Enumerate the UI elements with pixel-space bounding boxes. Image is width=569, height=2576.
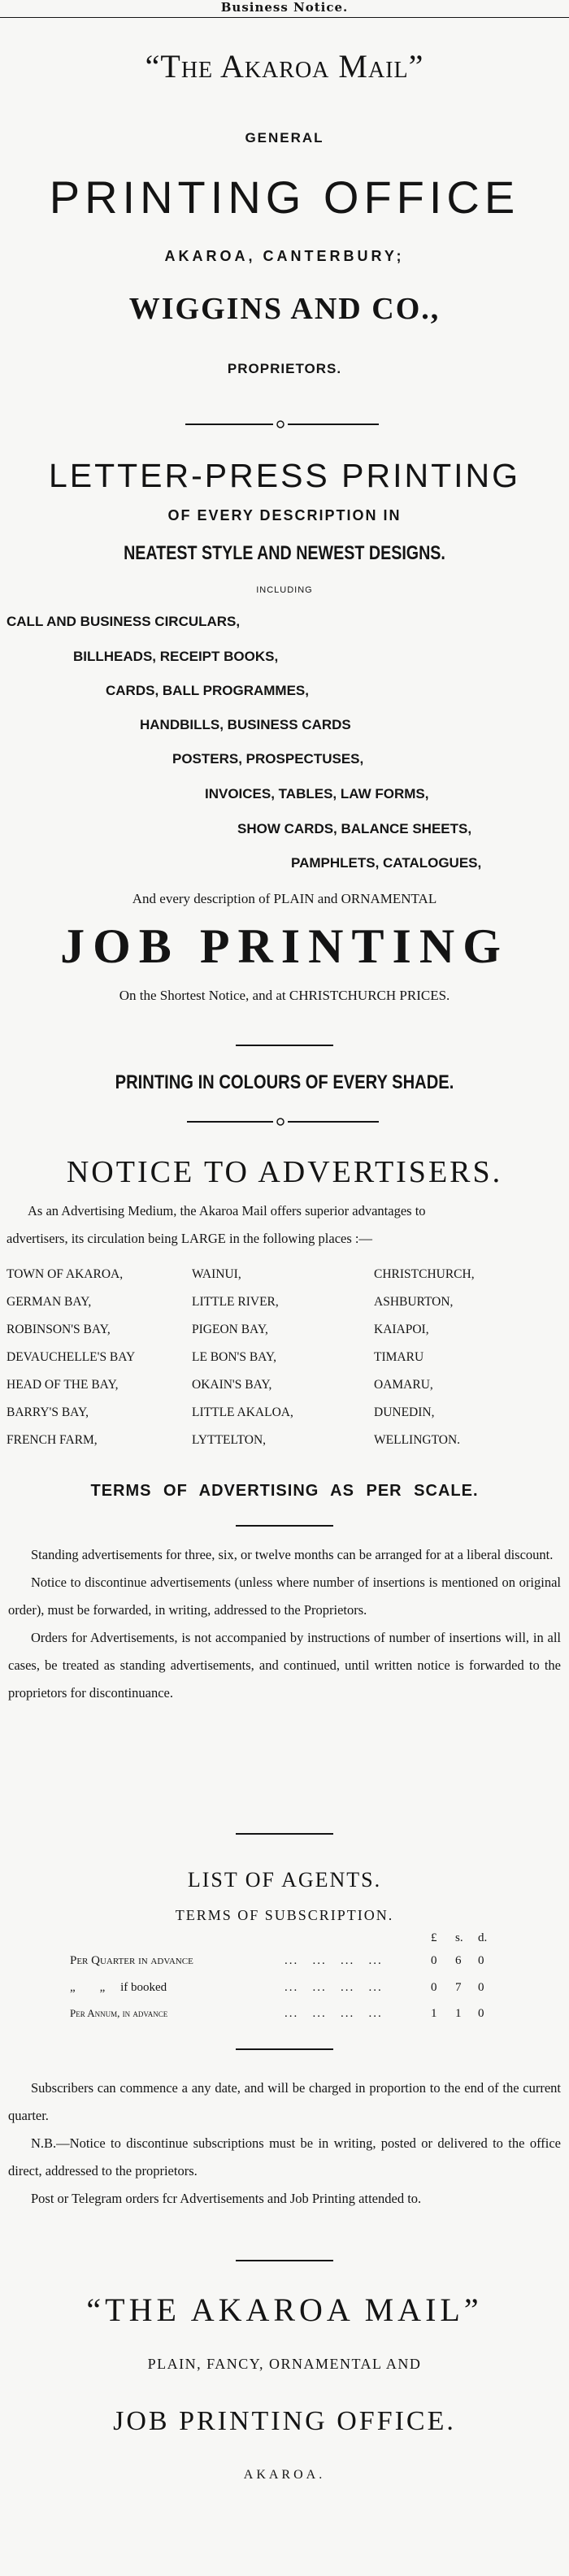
places-column-3	[374, 1261, 475, 1454]
letterpress-item: INVOICES, TABLES, LAW FORMS,	[205, 786, 429, 801]
paragraph-nb: N.B.—Notice to discontinue subscriptions must be in writing, posted or delivered to the office direct, addressed to the proprietors.	[8, 2135, 561, 2179]
currency-shillings-header: s.	[455, 1931, 463, 1944]
places-column-1	[7, 1261, 135, 1454]
top-rule	[0, 17, 569, 18]
letterpress-item: SHOW CARDS, BALANCE SHEETS,	[237, 821, 472, 836]
masthead-printing-office: PRINTING OFFICE	[49, 172, 520, 223]
place-name: LITTLE RIVER,	[192, 1295, 279, 1309]
currency-pounds-header: £	[431, 1931, 437, 1944]
place-name: LYTTELTON,	[192, 1433, 267, 1447]
letterpress-including: INCLUDING	[256, 585, 313, 595]
paragraph-discontinue: Notice to discontinue advertisements (unless where number of insertions is mentioned on original order), must be forwarded, in writing, addressed to the Proprietors.	[8, 1575, 561, 1618]
place-name: LE BON'S BAY,	[192, 1350, 277, 1364]
place-name: PIGEON BAY,	[192, 1323, 268, 1336]
subscription-row	[0, 1954, 569, 1977]
letterpress-item: CALL AND BUSINESS CIRCULARS,	[7, 614, 241, 629]
place-name: KAIAPOI,	[374, 1323, 429, 1336]
terms-of-subscription: TERMS OF SUBSCRIPTION.	[175, 1907, 394, 1923]
agents-heading: LIST OF AGENTS.	[187, 1868, 382, 1892]
masthead-title: “The Akaroa Mail”	[145, 48, 424, 85]
place-name: BARRY'S BAY,	[7, 1405, 89, 1419]
subscription-pence: 0	[478, 2007, 484, 2020]
place-name: FRENCH FARM,	[7, 1433, 98, 1447]
letterpress-item: POSTERS, PROSPECTUSES,	[172, 751, 364, 767]
terms-of-advertising: TERMS OF ADVERTISING AS PER SCALE.	[90, 1482, 479, 1500]
masthead-general: GENERAL	[245, 130, 324, 146]
subscription-pounds: 1	[431, 2007, 437, 2020]
subscription-shillings: 6	[455, 1954, 462, 1967]
running-head: Business Notice.	[220, 0, 349, 15]
footer-place: AKAROA.	[243, 2468, 326, 2482]
advertisers-heading: NOTICE TO ADVERTISERS.	[66, 1155, 503, 1189]
subscription-row	[0, 1981, 569, 2004]
ornamental-rule-1	[0, 418, 569, 431]
currency-pence-header: d.	[478, 1931, 488, 1944]
subscription-shillings: 1	[455, 2007, 462, 2020]
advertisers-intro: As an Advertising Medium, the Akaroa Mail offers superior advantages to	[28, 1203, 426, 1218]
letterpress-item: HANDBILLS, BUSINESS CARDS	[140, 717, 351, 732]
notices-paragraphs	[8, 1541, 561, 1707]
subscription-label: Per Annum, in advance	[70, 2007, 168, 2019]
subscription-label: „ „ if booked	[70, 1981, 167, 1994]
short-rule	[236, 2048, 333, 2050]
short-rule	[236, 1833, 333, 1835]
paragraph-orders: Orders for Advertisements, is not accompanied by instructions of number of insertions will, in all cases, be treated as standing advertisements, and continued, until written notice is forwarded to the proprietors for discontinuance.	[8, 1630, 561, 1701]
subscription-row	[0, 2007, 569, 2030]
ornamental-rule-2	[0, 1115, 569, 1128]
place-name: CHRISTCHURCH,	[374, 1267, 475, 1281]
currency-header-row	[0, 1931, 569, 1954]
place-name: WAINUI,	[192, 1267, 241, 1281]
masthead-proprietors: PROPRIETORS.	[227, 361, 342, 376]
place-name: ASHBURTON,	[374, 1295, 454, 1309]
letterpress-item: BILLHEADS, RECEIPT BOOKS,	[73, 649, 279, 664]
place-name: DUNEDIN,	[374, 1405, 435, 1419]
paragraph-post: Post or Telegram orders fcr Advertisements and Job Printing attended to.	[31, 2191, 422, 2206]
letterpress-heading: LETTER-PRESS PRINTING	[48, 457, 521, 494]
subscription-pence: 0	[478, 1954, 484, 1967]
advertisers-intro: advertisers, its circulation being LARGE in the following places :—	[7, 1231, 372, 1246]
letterpress-item: PAMPHLETS, CATALOGUES,	[291, 855, 482, 871]
subscriber-paragraphs	[8, 2074, 561, 2213]
place-name: OKAIN'S BAY,	[192, 1378, 272, 1392]
subscription-pounds: 0	[431, 1954, 437, 1967]
job-printing-heading: JOB PRINTING	[60, 919, 509, 973]
subscription-shillings: 7	[455, 1981, 462, 1994]
letterpress-neatest: NEATEST STYLE AND NEWEST DESIGNS.	[124, 542, 445, 564]
footer-job-office: JOB PRINTING OFFICE.	[113, 2406, 456, 2436]
job-printing-notice: On the Shortest Notice, and at CHRISTCHURCH PRICES.	[119, 988, 450, 1003]
place-name: WELLINGTON.	[374, 1433, 461, 1447]
footer-title: “THE AKAROA MAIL”	[86, 2291, 483, 2328]
subscription-label: Per Quarter in advance	[70, 1954, 193, 1967]
place-name: TIMARU	[374, 1350, 424, 1364]
footer-plain-fancy: PLAIN, FANCY, ORNAMENTAL AND	[147, 2356, 422, 2372]
place-name: TOWN OF AKAROA,	[7, 1267, 124, 1281]
place-name: DEVAUCHELLE'S BAY	[7, 1350, 136, 1364]
letterpress-item: CARDS, BALL PROGRAMMES,	[106, 683, 309, 698]
subscription-pence: 0	[478, 1981, 484, 1994]
short-rule	[236, 1525, 333, 1527]
paragraph-commence: Subscribers can commence a any date, and will be charged in proportion to the end of the current quarter.	[8, 2080, 561, 2123]
subscription-pounds: 0	[431, 1981, 437, 1994]
printing-in-colours: PRINTING IN COLOURS OF EVERY SHADE.	[115, 1071, 454, 1093]
place-name: HEAD OF THE BAY,	[7, 1378, 119, 1392]
place-name: LITTLE AKALOA,	[192, 1405, 293, 1419]
subscription-dots: ... ... ... ...	[284, 2007, 383, 2020]
places-column-2	[192, 1261, 293, 1454]
letterpress-every-description: And every description of PLAIN and ORNAMENTAL	[132, 891, 437, 906]
masthead-firm: WIGGINS AND CO.,	[128, 292, 441, 326]
letterpress-of-every: OF EVERY DESCRIPTION IN	[167, 507, 402, 523]
short-rule	[236, 2260, 333, 2261]
place-name: GERMAN BAY,	[7, 1295, 92, 1309]
paragraph-standing: Standing advertisements for three, six, or twelve months can be arranged for at a liberal discount.	[31, 1547, 554, 1562]
subscription-dots: ... ... ... ...	[284, 1981, 383, 1994]
subscription-dots: ... ... ... ...	[284, 1954, 383, 1967]
place-name: OAMARU,	[374, 1378, 433, 1392]
short-rule	[236, 1045, 333, 1046]
place-name: ROBINSON'S BAY,	[7, 1323, 111, 1336]
masthead-location: AKAROA, CANTERBURY;	[164, 248, 405, 264]
